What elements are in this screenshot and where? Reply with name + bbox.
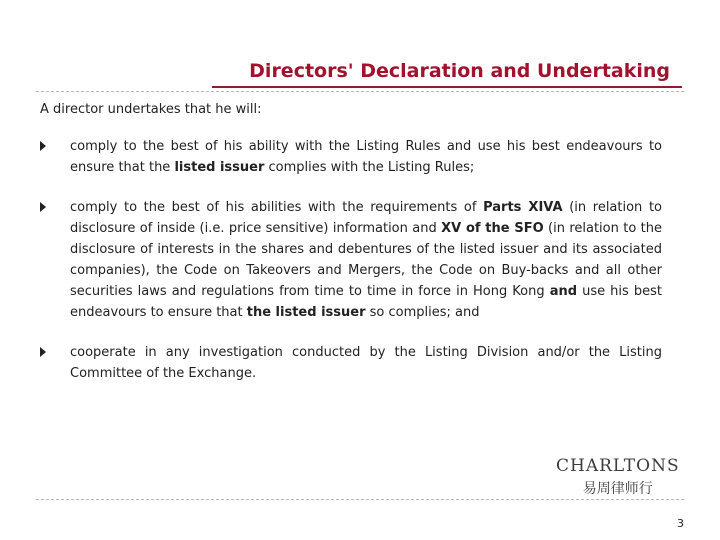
bullet-bold-segment: and (549, 284, 578, 299)
bullet-list (40, 136, 662, 403)
bullet-segment: complies with the Listing Rules; (264, 160, 475, 175)
page-number: 3 (677, 517, 684, 530)
bullet-arrow-icon (40, 202, 46, 212)
logo-name-en: CHARLTONS (556, 456, 680, 476)
bullet-item-requirements (40, 197, 662, 323)
bullet-segment: (in relation to disclosure of inside (i.e. price sensitive) information and (70, 200, 662, 236)
slide-title: Directors' Declaration and Undertaking (249, 60, 670, 82)
bullet-text (70, 136, 662, 178)
title-underline (212, 86, 682, 88)
bullet-bold-segment: Parts XIVA (483, 200, 563, 215)
bullet-arrow-icon (40, 347, 46, 357)
bullet-item-ability (40, 136, 662, 178)
bullet-segment: so complies; and (365, 305, 480, 320)
bullet-bold-segment: listed issuer (174, 160, 265, 175)
bullet-segment: comply to the best of his ability with the Listing Rules and use his best endeavours to ensure that the (70, 139, 662, 175)
bullet-text (70, 342, 662, 384)
bottom-divider (36, 499, 684, 500)
bullet-segment: cooperate in any investigation conducted by the Listing Division and/or the Listing Committee of the Exchange. (70, 345, 662, 381)
logo-name-zh: 易周律师行 (582, 481, 653, 497)
bullet-item-cooperate (40, 342, 662, 384)
bullet-arrow-icon (40, 141, 46, 151)
bullet-segment: (in relation to the disclosure of interests in the shares and debentures of the listed issuer and its associated companies), the Code on Takeovers and Mergers, the Code on Buy-backs and all other securities laws and regulations from time to time in force in Hong Kong (70, 221, 662, 299)
bullet-bold-segment: the listed issuer (246, 305, 366, 320)
bullet-bold-segment: XV of the SFO (441, 221, 544, 236)
bullet-segment: comply to the best of his abilities with the requirements of (70, 200, 484, 215)
bullet-segment: use his best endeavours to ensure that (70, 284, 662, 320)
top-divider (36, 91, 684, 92)
charltons-logo (556, 456, 680, 498)
intro-text: A director undertakes that he will: (40, 102, 262, 117)
bullet-text (70, 197, 662, 323)
